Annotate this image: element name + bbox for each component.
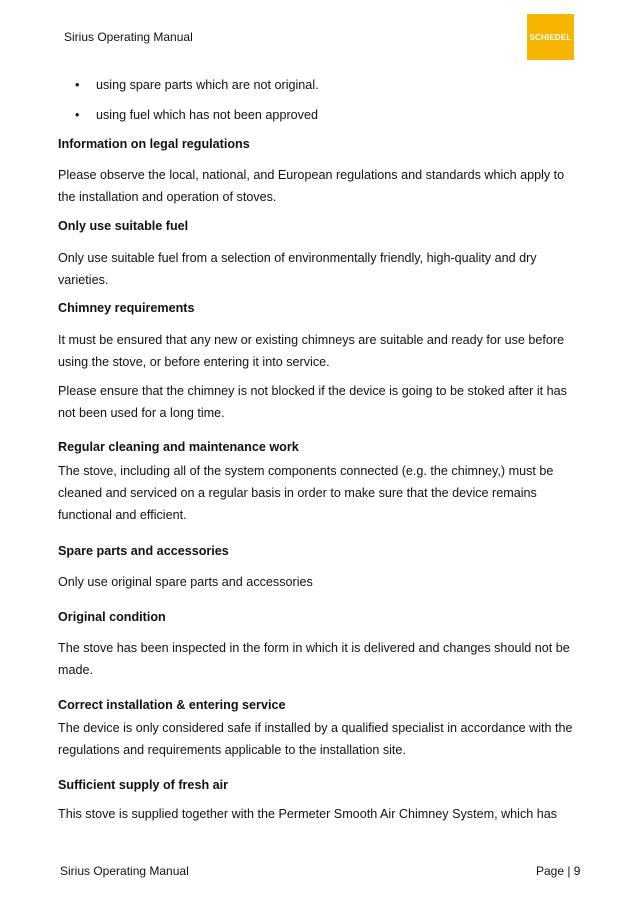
section-heading: Sufficient supply of fresh air xyxy=(58,778,229,792)
section-heading: Chimney requirements xyxy=(58,301,195,315)
section-heading: Information on legal regulations xyxy=(58,137,250,151)
section-heading: Only use suitable fuel xyxy=(58,219,189,233)
schiedel-logo: SCHIEDEL xyxy=(527,14,574,60)
paragraph: Please observe the local, national, and European regulations and standards which apply to the installation and operation of stoves. xyxy=(58,168,565,204)
section-heading: Regular cleaning and maintenance work xyxy=(58,440,299,454)
footer-title: Sirius Operating Manual xyxy=(60,864,189,878)
paragraph: Please ensure that the chimney is not blocked if the device is going to be stoked after it has not been used for a long time. xyxy=(58,384,567,420)
bullet-dot-icon: • xyxy=(75,108,80,122)
paragraph: The stove, including all of the system components connected (e.g. the chimney,) must be cleaned and serviced on a regular basis in order to make sure that the device remains functional and efficient. xyxy=(58,464,554,522)
paragraph: It must be ensured that any new or existing chimneys are suitable and ready for use before using the stove, or before entering it into service. xyxy=(58,333,565,369)
page-number: Page | 9 xyxy=(536,864,581,878)
section-heading: Original condition xyxy=(58,610,166,624)
header-title: Sirius Operating Manual xyxy=(64,30,193,44)
paragraph: Only use suitable fuel from a selection of environmentally friendly, high-quality and dry varieties. xyxy=(58,251,537,287)
paragraph: The stove has been inspected in the form in which it is delivered and changes should not be made. xyxy=(58,641,570,677)
section-heading: Correct installation & entering service xyxy=(58,698,286,712)
bullet-dot-icon: • xyxy=(75,78,80,92)
paragraph: This stove is supplied together with the Permeter Smooth Air Chimney System, which has xyxy=(58,807,558,821)
paragraph: Only use original spare parts and accessories xyxy=(58,575,313,589)
section-heading: Spare parts and accessories xyxy=(58,544,229,558)
paragraph: The device is only considered safe if installed by a qualified specialist in accordance with the regulations and requirements applicable to the installation site. xyxy=(58,721,573,757)
